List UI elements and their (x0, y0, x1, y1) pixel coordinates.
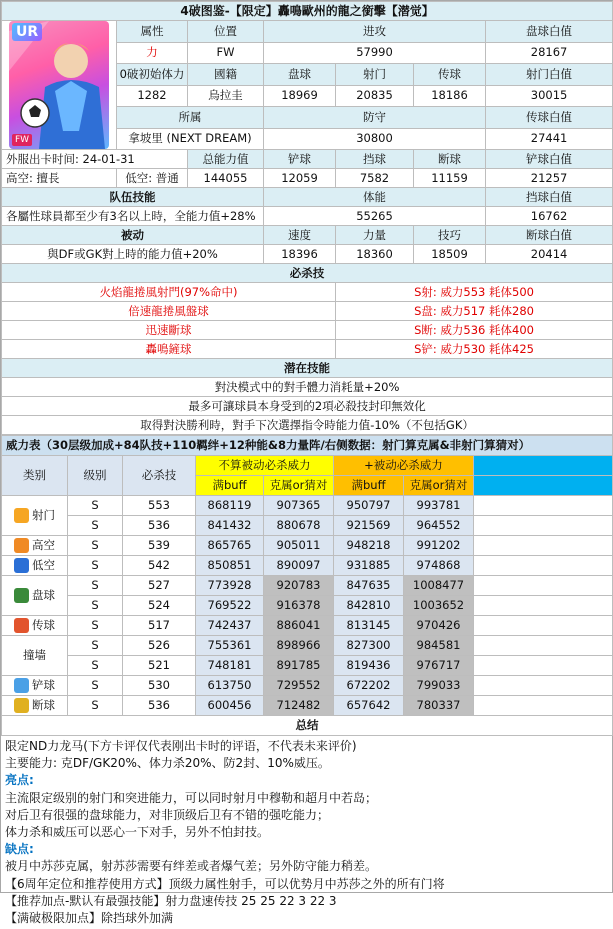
tackle-value: 12059 (264, 169, 336, 188)
latent-skill-line: 最多可讓球員本身受到的2項必殺技封印無效化 (2, 397, 613, 416)
club-label: 所属 (117, 107, 264, 129)
volley-icon (14, 558, 29, 573)
skill-power-cell: 539 (123, 536, 196, 556)
skill-power-cell: 517 (123, 616, 196, 636)
category-cell (2, 616, 68, 636)
info-table (1, 1, 613, 435)
counter-cell: 886041 (264, 616, 334, 636)
defense-label: 防守 (264, 107, 486, 129)
summary-line: 【6周年定位和推荐使用方式】顶级力属性射手，可以优势月中苏莎之外的所有门将 (5, 876, 445, 891)
intercept-label: 断球 (414, 150, 486, 169)
pass-base-label: 传球白值 (486, 107, 613, 129)
counter-cell: 898966 (264, 636, 334, 656)
blank-cell (474, 596, 613, 616)
full-buff-passive-cell: 847635 (334, 576, 404, 596)
power-value: 18360 (336, 245, 414, 264)
summary-title: 总结 (2, 716, 613, 736)
club-value: 拿坡里 (NEXT DREAM) (117, 128, 264, 150)
counter-passive-cell: 993781 (404, 496, 474, 516)
offense-value: 57990 (264, 42, 486, 64)
without-passive-header: 不算被动必杀威力 (196, 456, 334, 476)
attribute-label: 属性 (117, 21, 188, 43)
counter-header: 克属or猜对 (264, 476, 334, 496)
power-table-title: 威力表（30层级加成+84队技+110羁绊+12种能&8力量阵/右侧数据：射门算克属&非射门算猜对） (2, 436, 613, 456)
category-cell (2, 536, 68, 556)
category-cell (2, 556, 68, 576)
power-row (2, 536, 613, 556)
card-portrait (9, 21, 109, 149)
level-cell: S (68, 516, 123, 536)
summary-section (1, 736, 612, 929)
full-buff-passive-header: 满buff (334, 476, 404, 496)
latent-skill-line: 取得對決勝利時，對手下次選擇指令時能力值-10%（不包括GK） (2, 416, 613, 435)
position-label: 位置 (188, 21, 264, 43)
skill-power-cell: 536 (123, 516, 196, 536)
level-cell: S (68, 696, 123, 716)
block-base-value: 16762 (486, 207, 613, 226)
category-label: 铲球 (32, 678, 55, 692)
shoot-base-label: 射门白值 (486, 64, 613, 86)
counter-cell: 907365 (264, 496, 334, 516)
initial-stamina-value: 1282 (117, 85, 188, 107)
category-cell (2, 636, 68, 676)
blank-cell (474, 616, 613, 636)
full-buff-passive-cell: 827300 (334, 636, 404, 656)
summary-line: 【满破极限加点】除挡球外加满 (5, 911, 174, 926)
tackle-label: 铲球 (264, 150, 336, 169)
full-buff-passive-cell: 950797 (334, 496, 404, 516)
power-table-body (2, 496, 613, 716)
level-cell: S (68, 556, 123, 576)
latent-skills-title: 潜在技能 (2, 359, 613, 378)
full-buff-cell: 600456 (196, 696, 264, 716)
block-value: 7582 (336, 169, 414, 188)
skill-power-cell: 542 (123, 556, 196, 576)
counter-cell: 729552 (264, 676, 334, 696)
power-row (2, 556, 613, 576)
blank-cell (474, 576, 613, 596)
counter-passive-header: 克属or猜对 (404, 476, 474, 496)
full-buff-cell: 868119 (196, 496, 264, 516)
block-label: 挡球 (336, 150, 414, 169)
team-skill-value: 各屬性球員都至少有3名以上時，全能力值+28% (2, 207, 264, 226)
full-buff-cell: 755361 (196, 636, 264, 656)
category-label: 传球 (32, 618, 55, 632)
blank-cell (474, 676, 613, 696)
card-portrait-cell (2, 21, 117, 150)
counter-passive-cell: 984581 (404, 636, 474, 656)
skill-power-cell: 530 (123, 676, 196, 696)
summary-section-heading: 亮点: (5, 773, 34, 788)
counter-passive-cell: 970426 (404, 616, 474, 636)
full-buff-cell: 865765 (196, 536, 264, 556)
counter-passive-cell: 780337 (404, 696, 474, 716)
power-row (2, 676, 613, 696)
summary-section-heading: 缺点: (5, 842, 34, 857)
dribble-base-label: 盘球白值 (486, 21, 613, 43)
power-row (2, 496, 613, 516)
offense-label: 进攻 (264, 21, 486, 43)
full-buff-cell: 613750 (196, 676, 264, 696)
level-cell: S (68, 636, 123, 656)
counter-cell: 891785 (264, 656, 334, 676)
dribble-base-value: 28167 (486, 42, 613, 64)
skill-name: 迅速斷球 (2, 321, 336, 340)
full-buff-passive-cell: 931885 (334, 556, 404, 576)
summary-line: 体力杀和威压可以恶心一下对手，另外不怕封技。 (5, 825, 270, 840)
skill-power-cell: 524 (123, 596, 196, 616)
skill-name: 倍速龍捲風盤球 (2, 302, 336, 321)
nationality-label: 國籍 (188, 64, 264, 86)
blank-cell (474, 536, 613, 556)
skill-power-cell: 527 (123, 576, 196, 596)
full-buff-header: 满buff (196, 476, 264, 496)
attribute-value: 力 (117, 42, 188, 64)
rarity-badge: UR (12, 23, 42, 41)
full-buff-passive-cell: 948218 (334, 536, 404, 556)
with-passive-header: +被动必杀威力 (334, 456, 474, 476)
counter-cell: 890097 (264, 556, 334, 576)
stamina-value: 55265 (264, 207, 486, 226)
power-table (1, 435, 613, 736)
full-buff-cell: 748181 (196, 656, 264, 676)
speed-value: 18396 (264, 245, 336, 264)
counter-cell: 920783 (264, 576, 334, 596)
initial-stamina-label: 0破初始体力 (117, 64, 188, 86)
power-row (2, 596, 613, 616)
level-header: 级别 (68, 456, 123, 496)
dribble-icon (14, 588, 29, 603)
pass-value: 18186 (414, 85, 486, 107)
counter-passive-cell: 1008477 (404, 576, 474, 596)
high-ball-aptitude: 高空: 擅長 (2, 169, 117, 188)
block-base-label: 挡球白值 (486, 188, 613, 207)
position-badge: FW (12, 134, 32, 146)
level-cell: S (68, 536, 123, 556)
category-label: 高空 (32, 538, 55, 552)
release-date: 外服出卡时间: 24-01-31 (2, 150, 188, 169)
counter-cell: 712482 (264, 696, 334, 716)
category-cell (2, 676, 68, 696)
category-cell (2, 696, 68, 716)
counter-passive-cell: 1003652 (404, 596, 474, 616)
skill-power-cell: 536 (123, 696, 196, 716)
counter-cell: 905011 (264, 536, 334, 556)
pass-icon (14, 618, 29, 633)
category-cell (2, 496, 68, 536)
summary-line: 限定ND力龙马(下方卡评仅代表刚出卡时的评语，不代表未来评价) (5, 739, 357, 753)
skill-power-cell: 553 (123, 496, 196, 516)
pass-base-value: 27441 (486, 128, 613, 150)
full-buff-passive-cell: 813145 (334, 616, 404, 636)
power-row (2, 516, 613, 536)
skill-stats: S断: 威力536 耗体400 (336, 321, 613, 340)
blank-cell (474, 496, 613, 516)
blank-cell (474, 696, 613, 716)
skill-stats: S盘: 威力517 耗体280 (336, 302, 613, 321)
tackle-icon (14, 678, 29, 693)
category-header: 类别 (2, 456, 68, 496)
level-cell: S (68, 596, 123, 616)
counter-passive-cell: 976717 (404, 656, 474, 676)
counter-cell: 880678 (264, 516, 334, 536)
defense-value: 30800 (264, 128, 486, 150)
intercept-base-value: 20414 (486, 245, 613, 264)
blank-cell (474, 516, 613, 536)
technique-label: 技巧 (414, 226, 486, 245)
header-icon (14, 538, 29, 553)
full-buff-passive-cell: 921569 (334, 516, 404, 536)
blank-header (474, 456, 613, 476)
passive-value: 與DF或GK對上時的能力值+20% (2, 245, 264, 264)
technique-value: 18509 (414, 245, 486, 264)
full-buff-passive-cell: 842810 (334, 596, 404, 616)
level-cell: S (68, 616, 123, 636)
skill-stats: S铲: 威力530 耗体425 (336, 340, 613, 359)
level-cell: S (68, 656, 123, 676)
skill-name: 火焰龍捲風射門(97%命中) (2, 283, 336, 302)
team-skill-label: 队伍技能 (2, 188, 264, 207)
intercept-base-label: 断球白值 (486, 226, 613, 245)
full-buff-cell: 769522 (196, 596, 264, 616)
full-buff-passive-cell: 657642 (334, 696, 404, 716)
summary-line: 被月中苏莎克属，射苏莎需要有绊差或者爆气差；另外防守能力稍差。 (5, 859, 378, 874)
power-row (2, 616, 613, 636)
total-stat-label: 总能力值 (188, 150, 264, 169)
counter-passive-cell: 991202 (404, 536, 474, 556)
position-value: FW (188, 42, 264, 64)
full-buff-passive-cell: 819436 (334, 656, 404, 676)
summary-line: 主要能力: 克DF/GK20%、体力杀20%、防2封、10%威压。 (5, 756, 330, 771)
shoot-value: 20835 (336, 85, 414, 107)
category-label: 低空 (32, 558, 55, 572)
power-row (2, 636, 613, 656)
pass-label: 传球 (414, 64, 486, 86)
skill-power-cell: 521 (123, 656, 196, 676)
tackle-base-value: 21257 (486, 169, 613, 188)
summary-line: 对后卫有很强的盘球能力，对非顶级后卫有不错的强吃能力； (5, 807, 330, 822)
soccer-ball-icon (14, 508, 29, 523)
summary-line: 【推荐加点-默认有最强技能】射力盘速传技 25 25 22 3 22 3 (5, 893, 337, 908)
category-label: 盘球 (32, 588, 55, 602)
full-buff-passive-cell: 672202 (334, 676, 404, 696)
shoot-label: 射门 (336, 64, 414, 86)
full-buff-cell: 841432 (196, 516, 264, 536)
blank-cell (474, 656, 613, 676)
power-label: 力量 (336, 226, 414, 245)
skill-stats: S射: 威力553 耗体500 (336, 283, 613, 302)
low-ball-aptitude: 低空: 普通 (117, 169, 188, 188)
special-skills-title: 必杀技 (2, 264, 613, 283)
full-buff-cell: 742437 (196, 616, 264, 636)
blank-header (474, 476, 613, 496)
intercept-icon (14, 698, 29, 713)
power-row (2, 576, 613, 596)
power-row (2, 696, 613, 716)
total-stat-value: 144055 (188, 169, 264, 188)
counter-passive-cell: 964552 (404, 516, 474, 536)
summary-line: 主流限定级别的射门和突进能力，可以同时射月中穆勒和超月中若岛； (5, 790, 378, 805)
blank-cell (474, 636, 613, 656)
latent-skill-line: 對決模式中的對手體力消耗量+20% (2, 378, 613, 397)
category-cell (2, 576, 68, 616)
full-buff-cell: 773928 (196, 576, 264, 596)
stamina-label: 体能 (264, 188, 486, 207)
counter-passive-cell: 974868 (404, 556, 474, 576)
nationality-value: 烏拉圭 (188, 85, 264, 107)
full-buff-cell: 850851 (196, 556, 264, 576)
page-title: 4破图鉴-【限定】轟鳴歐州的龍之銜擊【潜觉】 (2, 2, 613, 21)
power-row (2, 656, 613, 676)
blank-cell (474, 556, 613, 576)
passive-label: 被动 (2, 226, 264, 245)
dribble-label: 盘球 (264, 64, 336, 86)
skill-power-header: 必杀技 (123, 456, 196, 496)
dribble-value: 18969 (264, 85, 336, 107)
counter-passive-cell: 799033 (404, 676, 474, 696)
counter-cell: 916378 (264, 596, 334, 616)
speed-label: 速度 (264, 226, 336, 245)
category-label: 射门 (32, 508, 55, 522)
skill-power-cell: 526 (123, 636, 196, 656)
category-label: 断球 (32, 698, 55, 712)
category-label: 撞墙 (23, 648, 46, 662)
skill-name: 轟鳴鏟球 (2, 340, 336, 359)
shoot-base-value: 30015 (486, 85, 613, 107)
tackle-base-label: 铲球白值 (486, 150, 613, 169)
intercept-value: 11159 (414, 169, 486, 188)
level-cell: S (68, 676, 123, 696)
level-cell: S (68, 576, 123, 596)
level-cell: S (68, 496, 123, 516)
